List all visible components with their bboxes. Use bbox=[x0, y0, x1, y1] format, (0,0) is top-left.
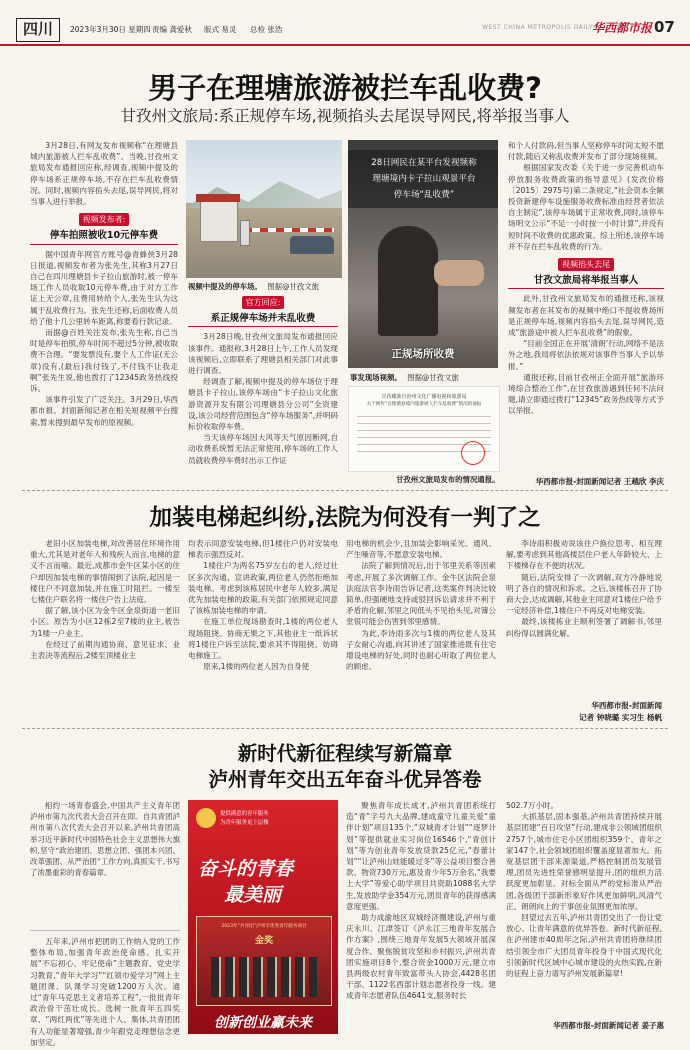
parking-lot-photo bbox=[186, 140, 342, 278]
video-screenshot bbox=[348, 140, 498, 368]
subhead-tag: 视频掐头去尾 bbox=[558, 258, 614, 271]
proof-credit: 总检 张浩 bbox=[250, 25, 283, 34]
article2-byline-1: 华西都市报-封面新闻 bbox=[591, 701, 662, 710]
paragraph: 随后,法院安排了一次调解,双方冷静地说明了各自的情况和诉求。之后,该楼栋召开了协商大会,达成调解,其他业主同意对1楼住户给予一定经济补偿,1楼住户不再反对电梯安装。 bbox=[506, 572, 662, 616]
poster-award-text: 金奖 bbox=[254, 936, 273, 946]
article1-subhead-1 bbox=[30, 213, 178, 244]
official-notice-image bbox=[348, 386, 500, 472]
paragraph: 和个人付款码,但当事人坚称停车时间太短不愿付款,随后又称乱收费并发布了部分现场视频。 bbox=[508, 141, 664, 162]
paragraph: 原来,1楼的两位老人因为自身使 bbox=[203, 662, 310, 672]
subhead-line: 停车拍照被收10元停车费 bbox=[30, 228, 178, 244]
article1-title: 男子在理塘旅游被拦车乱收费? bbox=[148, 71, 542, 105]
paragraph: 根据国家发改委《关于进一步完善机动车停放服务收费政策的指导意见》(发改价格〔2015〕2975号)第二条规定,“社会资本全额投资新建停车设施服务收费标准由经营者依法自主制定”,该停车场属于正常收费,同时,该停车场明文公示“不足一小时按一小时计算”,并没有短时间不收费的优惠政策。综上所述,该停车场并不存在拦车乱收费的行为。 bbox=[508, 163, 664, 251]
poster-headline-1: 奋斗的青春 bbox=[198, 858, 294, 880]
paragraph: 助力成渝地区双城经济圈建设,泸州与重庆永川、江津签订《泸永江三地青年发展合作方案》,围绕三地青年发展5大领域开展深度合作。聚焦脱贫攻坚和乡村振兴,泸州共青团实施项目8个,整合资金1000万元,建立市县两级农村青年致富带头人协会,4428名团干部、1122名西部计划志愿者投身一线。建成青年志愿者队伍4641支,服务时长 bbox=[346, 913, 496, 1001]
article3-column-1 bbox=[30, 936, 180, 1048]
article1-byline: 华西都市报-封面新闻记者 王越欣 李庆 bbox=[535, 477, 664, 486]
paragraph: 李诗雨积极劝说该住户换位思考、相互理解,要考虑到其他高楼层住户老人年龄较大、上下楼梯存在不便的状况。 bbox=[506, 539, 662, 571]
notice-title-1: 甘孜藏族自治州文化广播电视和旅游局 bbox=[381, 394, 467, 400]
video-bottom-text: 正规场所收费 bbox=[391, 348, 455, 360]
editor-credit: 责编 龚爱秋 bbox=[152, 25, 192, 34]
notice-title-2: 关于网传“在理塘县境内旅游被人拦车乱收费”情况的通报 bbox=[366, 402, 482, 407]
intro-divider bbox=[30, 930, 180, 931]
poster-bottom-slogan: 创新创业赢未来 bbox=[214, 1015, 312, 1031]
youth-poster bbox=[188, 800, 338, 1034]
poster-stage-photo bbox=[196, 916, 332, 1006]
paragraph: 用电梯的机会少,且加装会影响采光、通风、产生噪音等,不愿意安装电梯。 bbox=[346, 539, 496, 560]
caption-credit: 图据@甘孜文旅 bbox=[267, 282, 320, 291]
subhead-line: 甘孜文旅局将举报当事人 bbox=[508, 273, 664, 289]
notice-stamp bbox=[461, 441, 485, 465]
notice-caption: 甘孜州文旅局发布的情况通报。 bbox=[396, 475, 500, 484]
section-divider-1 bbox=[22, 490, 668, 491]
gate-post bbox=[240, 220, 250, 246]
page-number: 07 bbox=[654, 18, 675, 36]
paragraph: 当天该停车场因大风等天气原因断网,自动收费系统暂无法正常使用,停车场的工作人员就收费停车费时出示工作证 bbox=[188, 433, 338, 465]
paragraph: 502.7万小时。 bbox=[506, 801, 559, 810]
subhead-tag: 官方回应: bbox=[242, 296, 285, 309]
article3-intro bbox=[30, 800, 180, 878]
paragraph: 均表示同意安装电梯,但1楼住户仍对安装电梯表示强烈反对。 bbox=[188, 539, 338, 560]
hand-silhouette bbox=[434, 260, 484, 286]
article2-column-4 bbox=[506, 538, 662, 639]
poster-winners-row bbox=[211, 957, 317, 997]
photo2-caption bbox=[350, 372, 459, 383]
article2-byline-2: 记者 钟晓璐 实习生 杨帆 bbox=[579, 713, 662, 722]
article1-subtitle: 甘孜州文旅局:系正规停车场,视频掐头去尾误导网民,将举报当事人 bbox=[120, 107, 570, 125]
article3-title-line-1: 新时代新征程续写新篇章 bbox=[237, 742, 453, 765]
designer-credit: 版式 易灵 bbox=[204, 25, 237, 34]
poster-banner-text: 2023年“共青团”泸州市优秀青年服务项目 bbox=[221, 924, 307, 929]
caption-credit: 图据@甘孜文旅 bbox=[407, 373, 459, 382]
article1-lead: 3月28日,有网友发布视频称“在理塘县城内旅游被人拦车乱收费”。当晚,甘孜州文旅局发布通报回应称,经调查,视频中提及的停车场系正规停车场,不存在拦车乱收费情况。同时,视频内容掐头去尾,误导网民,将对当事人进行举报。 bbox=[30, 141, 178, 207]
video-text-line-2: 理塘境内卡子拉山观景平台 bbox=[372, 174, 476, 184]
paragraph: 据中国青年网官方账号@青蜂侠3月28日报道,视频发布者为张先生,其称3月27日自己在四川理塘县卡子拉山旅游时,被一停车场工作人员收取10元停车费,由于对方工作证上无公章,且费用转给个人,张先生认为这属于乱收费行为。张先生还称,后面收费人员给了他十几公里转车距离,称要看行款记录。 bbox=[30, 249, 178, 326]
paragraph: 经调查了解,视频中提及的停车场位于理塘县卡子拉山,该停车场由“卡子拉山文化旅游资源开发有限公司理塘县分公司”全资建设,该公司经营范围包含“停车场服务”,并明码标价收取停车费。 bbox=[188, 377, 338, 432]
barrier-gate bbox=[244, 228, 334, 232]
article1-subhead-3 bbox=[508, 258, 664, 289]
paragraph: 最终,该楼栋业主顺利签署了调解书,邻里纠纷得以圆满化解。 bbox=[506, 617, 662, 638]
poster-headline-2: 最美丽 bbox=[224, 884, 282, 906]
intro-paragraph: 相约一场青春盛会,中国共产主义青年团泸州市第九次代表大会召开在即。自共青团泸州市第八次代表大会召开以来,泸州共青团高举习近平新时代中国特色社会主义思想伟大旗帜,坚守“政治建团、思想立团、强团本兴团、改革强团、从严治团”工作方向,真抓实干,书写了浓墨重彩的青春篇章。 bbox=[30, 801, 180, 878]
paragraph: 在施工单位现场勘查时,1楼的两位老人现场阻挠。协商无果之下,其他业主一纸诉状将1楼住户诉至法院,要求其不得阻挠、妨碍电梯施工。 bbox=[188, 617, 338, 661]
article1-column-2 bbox=[188, 296, 338, 466]
page-header bbox=[0, 18, 690, 44]
section-label: 四川 bbox=[16, 18, 60, 42]
photo1-caption bbox=[188, 281, 319, 292]
paragraph: 在经过了前期沟通协商、意见征求、业主表决等流程后,2楼至顶楼业主 bbox=[30, 639, 180, 661]
caption-text: 事发现场视频。 bbox=[350, 373, 402, 382]
paragraph: 3月28日晚,甘孜州文旅局发布通报回应该事件。通报称,3月28日上午,工作人员发现该视频后,立即联系了理塘县相关部门对此事进行调查。 bbox=[188, 332, 338, 376]
header-rule bbox=[0, 44, 690, 46]
paragraph: 五年来,泸州市把团的工作纳入党的工作整体布局,加强青年政治使命感。扎实开展“不忘初心、牢记使命”主题教育、党史学习教育,“青年大学习”“红领巾爱学习”网上主题团课、队课学习突破1200万人次。通过“青年马克思主义者培养工程”,一批批青年政治骨干茁壮成长。选树一批青年五四奖章、“两红两优”等先进个人、集体,共青团团有人功能显著增强,青少年跟党走理想信念更加坚定。 bbox=[30, 937, 180, 1047]
article3-byline: 华西都市报-封面新闻记者 姜子惠 bbox=[553, 1021, 664, 1030]
paragraph: 而据@百姓关注发布,张先生称,自己当时是停车拍照,停车时间不超过5分钟,被收取费不合理。“要发票没有,要个人工作证(无公章)没有,(最后)我付钱了,不付钱不让我走啊”张先生说,他也拨打了12345政务热线投诉。 bbox=[30, 328, 178, 394]
paragraph: 此外,甘孜州文旅局发布的通报还称,该视频发布者在其发布的视频中绝口不提收费场所是正规停车场,视频内容掐头去尾,误导网民,造成“旅游途中被人拦车乱收费”的假象。 bbox=[508, 294, 664, 338]
paragraph: 1楼住户为两名75岁左右的老人,经过社区多次沟通、宣讲政策,两位老人仍然拒绝加装电梯。考虑到该栋居民中老年人较多,满足优先加装电梯的政策,有关部门依照规定同意了该栋加装电梯的申请。 bbox=[188, 561, 338, 616]
caption-text: 视频中提及的停车场。 bbox=[188, 282, 262, 291]
paragraph: 为此,李诗雨多次与1楼的两位老人及其子女耐心沟通,向其讲述了国家推进既有住宅增设电梯的好处,同时也耐心听取了两位老人的顾虑。 bbox=[346, 628, 496, 672]
article3-column-3 bbox=[506, 800, 662, 979]
masthead-logo: 华西都市报 bbox=[592, 21, 653, 35]
paragraph: 通报还称,目前甘孜州正全面开展“旅游环境综合整治工作”,在甘孜旅游遇到任何不法问题,请立即通过拨打“12345”政务热线等方式予以举报。 bbox=[508, 372, 664, 416]
poster-badge-icon bbox=[196, 808, 216, 828]
poster-badge-text-2: 为青年服务更上层楼 bbox=[220, 820, 269, 826]
paragraph: 老旧小区加装电梯,对改善居住环境作用重大,尤其是对老年人和残疾人而言,电梯的意义不言而喻。最近,成都市金牛区某小区的住户却因加装电梯的事情闹到了法院,起因是一楼住户不同意加装,并在施工时阻拦。一楼至七楼住户联名将一楼住户告上法庭。 bbox=[30, 539, 180, 605]
subhead-line: 系正规停车场并未乱收费 bbox=[188, 311, 338, 327]
article2-title: 加装电梯起纠纷,法院为何没有一判了之 bbox=[149, 505, 541, 531]
parked-car bbox=[290, 236, 334, 254]
paragraph: 法院了解到情况后,出于邻里关系等因素考虑,开展了多次调解工作。金牛区法院会泉法庭法官李诗雨告诉记者,这类案件判决比较简单,但强硬地支持或驳回诉讼请求并不利于矛盾的化解,邻里之间低头不见抬头见,对簿公堂很可能会伤害到邻里感情。 bbox=[346, 561, 496, 627]
article1-column-1 bbox=[30, 140, 178, 428]
paragraph: 大抓基层,固本强基,泸州共青团持续开展基层团建“百日攻坚”行动,建成非公领域团组织2757个,城市住宅小区团组织359个、青年之家147个,社会领域团组织覆盖度显著加大。拓宽基层团干部来源渠道,严格控制团员发展管理,团员先进性荣誉感明显提升,团的组织力活跃度更加彰显。对标全面从严的党标准从严治团,各级团干部新形象好作风更加鲜明,风清气正、朗朗向上的干事创业氛围更加浓厚。 bbox=[506, 812, 662, 911]
paragraph: 据了解,该小区为金牛区金泉街道一老旧小区。原告为小区12栋2至7楼的业主,被告为1楼一户业主。 bbox=[30, 606, 180, 638]
paragraph: 回望过去五年,泸州共青团交出了一份让党放心、让青年满意的优异答卷。新时代新征程,在泸州建市40周年之际,泸州共青团将继续团结引领全市广大团员青年投身于中国式现代化引领新时代区域中心城市建设的火热实践,在新的征程上奋力谱写泸州发展新篇章! bbox=[506, 913, 662, 979]
section-divider-2 bbox=[22, 728, 668, 729]
article2-column-3 bbox=[346, 538, 496, 672]
masthead-english: WEST CHINA METROPOLIS DAILY bbox=[482, 24, 593, 31]
article3-column-2 bbox=[346, 800, 496, 1002]
booth-roof bbox=[196, 194, 240, 202]
article2-column-2 bbox=[188, 538, 338, 672]
poster-badge-text: 提供满意的青年服务 bbox=[220, 811, 269, 817]
article1-subhead-2 bbox=[188, 296, 338, 327]
article3-title-line-2: 泸州青年交出五年奋斗优异答卷 bbox=[208, 768, 482, 791]
paragraph: “目前全国正在开展‘清朗’行动,网络不是法外之地,我局将依法依规对该事件当事人予以举报。” bbox=[508, 339, 664, 371]
booth-building bbox=[200, 200, 238, 242]
paragraph: 聚焦青年成长成才,泸州共青团系统打造“青”字号九大品牌,建成童守儿童关爱“童伴计划”项目135个,“双城青才计划”“逐梦计划”等提供就业实习岗位16546个,“青创计划”等为创业青年发放贷款25亿元,“春蕾计划”“让泸州山娃能暖过冬”等公益项目整合善款、物资730万元,惠及青少年5万余名,“我要上大学”等爱心助学项目共资助1088名大学生,发放助学金354万元,团员青年的获得感满意度更强。 bbox=[346, 801, 496, 911]
article1-column-3 bbox=[508, 140, 664, 417]
issue-date: 2023年3月30日 星期四 bbox=[70, 25, 151, 34]
subhead-tag: 视频发布者: bbox=[79, 213, 130, 226]
article2-column-1 bbox=[30, 538, 180, 661]
person-silhouette bbox=[378, 226, 438, 336]
video-text-line-1: 28日网民在某平台发视频称 bbox=[371, 158, 477, 168]
video-text-line-3: 停车场“乱收费” bbox=[393, 190, 455, 200]
paragraph: 该事件引发了广泛关注。3月29日,华西都市报、封面新闻记者在相关短视频平台搜索,暂未搜到最早发布的原视频。 bbox=[30, 395, 178, 427]
